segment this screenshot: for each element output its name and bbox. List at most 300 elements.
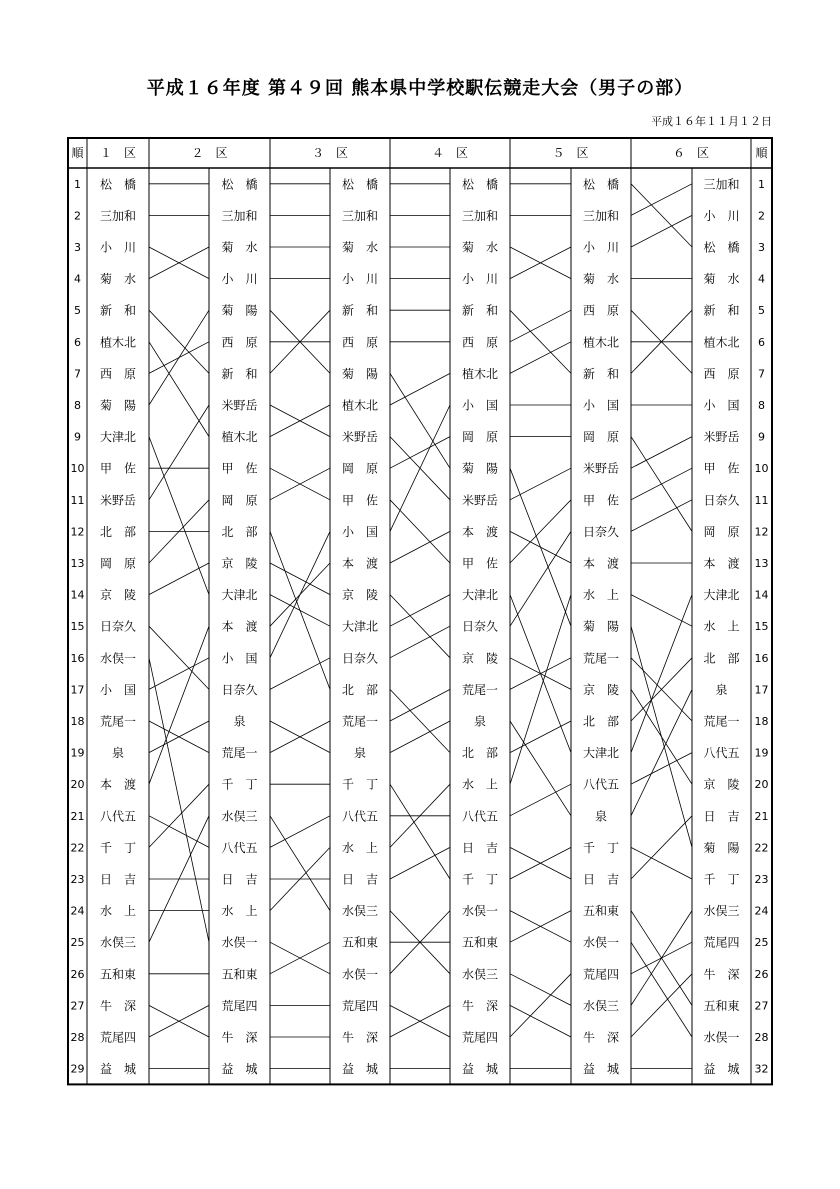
team-name: 甲 佐 xyxy=(582,493,620,508)
rank-change-line xyxy=(510,531,571,626)
rank-number: 21 xyxy=(70,809,85,823)
team-name: 水俣三 xyxy=(99,935,137,950)
team-name: 水俣一 xyxy=(221,935,258,950)
rank-change-line xyxy=(270,595,330,627)
rank-change-line xyxy=(631,816,692,879)
team-name: 小 川 xyxy=(99,240,137,255)
final-rank-number: 4 xyxy=(758,272,765,286)
final-rank-number: 21 xyxy=(754,809,769,823)
rank-change-line xyxy=(390,595,450,658)
team-name: 三加和 xyxy=(582,208,620,223)
rank-change-line xyxy=(149,563,209,595)
team-name: 菊 水 xyxy=(582,272,620,287)
team-name: 荒尾四 xyxy=(341,998,379,1013)
team-name: 水俣一 xyxy=(703,1030,740,1045)
team-name: 小 国 xyxy=(703,398,740,413)
team-name: 菊 水 xyxy=(703,272,740,287)
rank-change-line xyxy=(390,595,450,627)
team-name: 松 橋 xyxy=(582,177,620,192)
team-name: 荒尾四 xyxy=(99,1030,137,1045)
team-name: 本 渡 xyxy=(99,777,137,792)
rank-change-line xyxy=(510,468,571,500)
team-name: 甲 佐 xyxy=(99,461,137,476)
rank-change-line xyxy=(149,658,209,690)
rank-number: 23 xyxy=(70,873,85,886)
rank-change-line xyxy=(149,310,209,373)
final-rank-number: 19 xyxy=(754,746,769,760)
team-name: 牛 深 xyxy=(221,1030,258,1045)
team-name: 水俣三 xyxy=(221,809,258,824)
rank-change-line xyxy=(270,816,330,911)
team-name: 水俣三 xyxy=(461,967,499,982)
team-name: 京 陵 xyxy=(461,651,499,666)
team-name: 西 原 xyxy=(703,366,740,381)
rank-change-line xyxy=(631,184,692,216)
rank-change-line xyxy=(631,595,692,753)
team-name: 本 渡 xyxy=(461,524,499,539)
rank-change-line xyxy=(149,437,209,595)
team-name: 日 吉 xyxy=(99,872,137,887)
final-rank-number: 27 xyxy=(754,999,769,1013)
team-name: 牛 深 xyxy=(341,1030,379,1045)
rank-number: 11 xyxy=(70,493,85,507)
team-name: 米野岳 xyxy=(341,430,379,445)
team-name: 甲 佐 xyxy=(461,556,499,571)
rank-number: 5 xyxy=(74,304,81,318)
team-name: 三加和 xyxy=(703,177,740,192)
team-name: 小 国 xyxy=(461,398,499,413)
rank-change-line xyxy=(510,500,571,563)
team-name: 菊 水 xyxy=(461,240,499,255)
team-name: 益 城 xyxy=(341,1062,379,1077)
rank-change-line xyxy=(631,942,692,1037)
rank-change-line xyxy=(631,753,692,785)
team-name: 五和東 xyxy=(461,935,499,950)
rank-change-line xyxy=(631,468,692,500)
team-name: 米野岳 xyxy=(703,430,740,445)
rank-change-line xyxy=(631,689,692,784)
team-name: 水俣一 xyxy=(461,904,499,919)
rank-change-line xyxy=(390,500,450,563)
team-name: 荒尾一 xyxy=(221,746,258,761)
team-name: 新 和 xyxy=(221,366,258,381)
rank-change-line xyxy=(510,974,571,1037)
rank-number: 3 xyxy=(74,241,81,254)
team-name: 益 城 xyxy=(99,1062,137,1077)
team-name: 岡 原 xyxy=(221,493,258,508)
rank-change-line xyxy=(390,405,450,531)
rank-number: 28 xyxy=(70,1031,85,1044)
team-name: 泉 xyxy=(594,809,608,824)
final-rank-number: 18 xyxy=(754,715,769,728)
final-rank-number: 1 xyxy=(758,177,765,191)
team-name: 菊 水 xyxy=(221,240,258,255)
final-rank-number: 20 xyxy=(754,778,769,792)
rank-number: 14 xyxy=(70,588,85,602)
team-name: 西 原 xyxy=(461,335,499,350)
leg-header: ４ 区 xyxy=(431,146,469,160)
final-rank-number: 6 xyxy=(758,335,765,349)
team-name: 日奈久 xyxy=(221,682,258,697)
team-name: 荒尾一 xyxy=(341,714,379,729)
team-name: 北 部 xyxy=(703,651,740,666)
rank-change-line xyxy=(631,689,692,815)
team-name: 小 川 xyxy=(221,272,258,287)
team-name: 京 陵 xyxy=(221,556,258,571)
rank-number: 27 xyxy=(70,999,85,1013)
team-name: 八代五 xyxy=(221,840,258,855)
team-name: 大津北 xyxy=(341,619,379,634)
team-name: 荒尾一 xyxy=(582,651,620,666)
rank-number: 29 xyxy=(70,1062,85,1076)
team-name: 新 和 xyxy=(341,303,379,318)
team-name: 五和東 xyxy=(221,967,258,982)
team-name: 千 丁 xyxy=(703,872,740,887)
final-rank-number: 25 xyxy=(754,936,769,950)
team-name: 松 橋 xyxy=(461,177,499,192)
team-name: 益 城 xyxy=(582,1062,620,1077)
rank-change-line xyxy=(149,816,209,848)
final-rank-number: 8 xyxy=(758,399,765,412)
team-name: 八代五 xyxy=(461,809,499,824)
team-name: 京 陵 xyxy=(99,588,137,603)
team-name: 岡 原 xyxy=(99,556,137,571)
rank-change-line xyxy=(510,721,571,753)
rank-number: 22 xyxy=(70,841,85,855)
final-rank-number: 17 xyxy=(754,683,769,697)
final-rank-number: 32 xyxy=(754,1062,769,1076)
final-rank-number: 11 xyxy=(754,493,769,507)
leg-header: ２ 区 xyxy=(191,146,228,160)
team-name: 岡 原 xyxy=(341,461,379,476)
team-name: 北 部 xyxy=(582,714,620,729)
team-name: 千 丁 xyxy=(582,840,620,855)
rank-number: 9 xyxy=(74,430,81,444)
team-name: 日 吉 xyxy=(703,809,740,824)
rank-change-line xyxy=(631,595,692,627)
team-name: 益 城 xyxy=(221,1062,258,1077)
team-name: 植木北 xyxy=(703,335,740,350)
rank-number: 17 xyxy=(70,683,85,697)
rank-change-line xyxy=(149,626,209,689)
team-name: 小 川 xyxy=(703,208,740,223)
final-rank-number: 13 xyxy=(754,557,769,570)
rank-change-line xyxy=(390,373,450,468)
rank-change-line xyxy=(149,310,209,405)
team-name: 小 国 xyxy=(341,524,379,539)
leg-header: ３ 区 xyxy=(311,146,349,160)
team-name: 日奈久 xyxy=(582,524,620,539)
team-name: 荒尾一 xyxy=(703,714,740,729)
team-name: 大津北 xyxy=(99,430,137,445)
team-name: 大津北 xyxy=(461,588,499,603)
rank-change-line xyxy=(390,689,450,721)
final-rank-number: 2 xyxy=(758,209,765,223)
team-name: 菊 陽 xyxy=(582,619,620,634)
team-name: 西 原 xyxy=(221,335,258,350)
final-rank-number: 10 xyxy=(754,462,769,476)
team-name: 千 丁 xyxy=(99,840,137,855)
rank-number: 19 xyxy=(70,746,85,760)
rank-header-left: 順 xyxy=(71,146,84,160)
final-rank-number: 3 xyxy=(758,241,765,254)
team-name: 益 城 xyxy=(461,1062,499,1077)
leg-header: １ 区 xyxy=(99,146,137,160)
rank-change-line xyxy=(510,721,571,816)
final-rank-number: 9 xyxy=(758,430,765,444)
team-name: 植木北 xyxy=(221,430,258,445)
team-name: 日 吉 xyxy=(461,840,499,855)
team-name: 泉 xyxy=(715,682,728,697)
rank-change-line xyxy=(510,1005,571,1037)
team-name: 牛 深 xyxy=(703,967,740,982)
team-name: 新 和 xyxy=(703,303,740,318)
team-name: 松 橋 xyxy=(221,177,258,192)
rank-number: 25 xyxy=(70,936,85,950)
rank-change-line xyxy=(390,784,450,879)
rank-number: 26 xyxy=(70,967,85,981)
rank-change-line xyxy=(510,310,571,342)
rank-number: 12 xyxy=(70,525,85,539)
team-name: 新 和 xyxy=(99,303,137,318)
team-name: 北 部 xyxy=(221,524,258,539)
team-name: 大津北 xyxy=(582,746,620,761)
rank-change-line xyxy=(631,500,692,532)
team-name: 本 渡 xyxy=(703,556,740,571)
team-name: 五和東 xyxy=(341,935,379,950)
final-rank-number: 24 xyxy=(754,904,769,918)
team-name: 水 上 xyxy=(221,904,258,919)
team-name: 水俣三 xyxy=(341,904,379,919)
team-name: 松 橋 xyxy=(99,177,137,192)
team-name: 小 川 xyxy=(341,272,379,287)
team-name: 泉 xyxy=(353,746,367,761)
team-name: 菊 水 xyxy=(99,272,137,287)
rank-number: 24 xyxy=(70,904,85,918)
final-rank-number: 28 xyxy=(754,1031,769,1044)
team-name: 京 陵 xyxy=(703,777,740,792)
team-name: 岡 原 xyxy=(582,430,620,445)
rank-change-line xyxy=(149,626,209,784)
rank-change-line xyxy=(510,595,571,785)
rank-change-line xyxy=(510,342,571,374)
team-name: 植木北 xyxy=(582,335,620,350)
rank-change-line xyxy=(510,310,571,373)
rank-number: 18 xyxy=(70,715,85,728)
team-name: 三加和 xyxy=(221,208,258,223)
team-name: 水 上 xyxy=(341,840,379,855)
team-name: 泉 xyxy=(111,746,125,761)
team-name: 大津北 xyxy=(221,588,258,603)
team-name: 小 国 xyxy=(221,651,258,666)
team-name: 京 陵 xyxy=(341,588,379,603)
rank-change-line xyxy=(390,847,450,879)
rank-change-line xyxy=(149,405,209,500)
team-name: 植木北 xyxy=(461,366,499,381)
team-name: 松 橋 xyxy=(703,240,740,255)
team-name: 甲 佐 xyxy=(703,461,740,476)
rank-number: 13 xyxy=(70,557,85,570)
team-name: 日奈久 xyxy=(461,619,499,634)
team-name: 日 吉 xyxy=(582,872,620,887)
final-rank-number: 26 xyxy=(754,967,769,981)
team-name: 西 原 xyxy=(341,335,379,350)
rank-number: 15 xyxy=(70,620,85,634)
rank-number: 8 xyxy=(74,399,81,412)
team-name: 小 川 xyxy=(582,240,620,255)
team-name: 五和東 xyxy=(703,998,740,1013)
team-name: 水俣一 xyxy=(341,967,379,982)
final-rank-number: 5 xyxy=(758,304,765,318)
rank-change-line xyxy=(390,437,450,469)
team-name: 泉 xyxy=(473,714,487,729)
final-rank-number: 12 xyxy=(754,525,769,539)
team-name: 牛 深 xyxy=(99,998,137,1013)
team-name: 新 和 xyxy=(582,366,620,381)
team-name: 八代五 xyxy=(703,746,740,761)
rank-number: 4 xyxy=(74,272,81,286)
final-rank-number: 15 xyxy=(754,620,769,634)
team-name: 小 川 xyxy=(461,272,499,287)
team-name: 日奈久 xyxy=(99,619,137,634)
rank-change-line xyxy=(390,373,450,405)
team-name: 甲 佐 xyxy=(341,493,379,508)
rank-number: 20 xyxy=(70,778,85,792)
page-title: 平成１６年度 第４９回 熊本県中学校駅伝競走大会（男子の部） xyxy=(146,78,694,99)
team-name: 甲 佐 xyxy=(221,461,258,476)
final-rank-number: 7 xyxy=(758,367,765,381)
date-label: 平成１６年１１月１２日 xyxy=(651,115,772,128)
team-name: 京 陵 xyxy=(582,682,620,697)
team-name: 荒尾四 xyxy=(221,998,258,1013)
team-name: 水 上 xyxy=(582,588,620,603)
team-name: 小 国 xyxy=(99,682,137,697)
team-name: 益 城 xyxy=(703,1062,740,1077)
rank-change-line xyxy=(631,437,692,469)
rank-change-line xyxy=(631,847,692,879)
team-name: 荒尾一 xyxy=(461,682,499,697)
rank-number: 10 xyxy=(70,462,85,476)
rank-change-line xyxy=(270,816,330,848)
team-name: 三加和 xyxy=(99,208,137,223)
rank-change-line xyxy=(270,531,330,657)
team-name: 日 吉 xyxy=(221,872,258,887)
team-name: 日奈久 xyxy=(703,493,740,508)
team-name: 西 原 xyxy=(582,303,620,318)
team-name: 米野岳 xyxy=(461,493,499,508)
rank-change-line xyxy=(390,531,450,563)
rank-header-right: 順 xyxy=(755,146,768,160)
team-name: 水俣一 xyxy=(99,651,137,666)
team-name: 千 丁 xyxy=(461,872,499,887)
team-name: 植木北 xyxy=(341,398,379,413)
team-name: 米野岳 xyxy=(221,398,258,413)
team-name: 牛 深 xyxy=(461,998,499,1013)
team-name: 松 橋 xyxy=(341,177,379,192)
rank-number: 1 xyxy=(74,177,81,191)
rank-change-line xyxy=(390,689,450,752)
team-name: 荒尾一 xyxy=(99,714,137,729)
rank-number: 2 xyxy=(74,209,81,223)
team-name: 植木北 xyxy=(99,335,137,350)
team-name: 荒尾四 xyxy=(461,1030,499,1045)
team-name: 牛 深 xyxy=(582,1030,620,1045)
team-name: 千 丁 xyxy=(341,777,379,792)
leg-header: ６ 区 xyxy=(672,146,710,160)
team-name: 水俣一 xyxy=(582,935,620,950)
team-name: 西 原 xyxy=(99,366,137,381)
team-name: 小 国 xyxy=(582,398,620,413)
team-name: 八代五 xyxy=(582,777,620,792)
team-name: 菊 陽 xyxy=(461,461,499,476)
team-name: 北 部 xyxy=(341,682,379,697)
team-name: 岡 原 xyxy=(703,524,740,539)
team-name: 菊 陽 xyxy=(221,303,258,318)
rank-change-line xyxy=(510,784,571,816)
team-name: 日 吉 xyxy=(341,872,379,887)
team-name: 泉 xyxy=(233,714,246,729)
team-name: 本 渡 xyxy=(341,556,379,571)
rank-change-line xyxy=(149,342,209,437)
rank-change-line xyxy=(631,184,692,247)
team-name: 水俣三 xyxy=(703,904,740,919)
team-name: 菊 陽 xyxy=(99,398,137,413)
final-rank-number: 14 xyxy=(754,588,769,602)
leg-header: ５ 区 xyxy=(552,146,589,160)
team-name: 三加和 xyxy=(341,208,379,223)
rank-change-line xyxy=(270,658,330,690)
team-name: 五和東 xyxy=(582,904,620,919)
rank-number: 7 xyxy=(74,367,81,381)
team-name: 菊 水 xyxy=(341,240,379,255)
team-name: 荒尾四 xyxy=(703,935,740,950)
team-name: 北 部 xyxy=(99,524,137,539)
rank-change-line xyxy=(631,974,692,1037)
rank-change-line xyxy=(270,563,330,595)
team-name: 三加和 xyxy=(461,208,499,223)
team-name: 米野岳 xyxy=(582,461,620,476)
team-name: 五和東 xyxy=(99,967,137,982)
final-rank-number: 16 xyxy=(754,651,769,665)
team-name: 日奈久 xyxy=(341,651,379,666)
team-name: 千 丁 xyxy=(221,777,258,792)
team-name: 八代五 xyxy=(99,809,137,824)
rank-change-line xyxy=(510,974,571,1006)
team-name: 菊 陽 xyxy=(703,840,740,855)
rank-number: 16 xyxy=(70,651,85,665)
rank-change-line xyxy=(390,721,450,753)
final-rank-number: 22 xyxy=(754,841,769,855)
rank-change-line xyxy=(510,531,571,563)
team-name: 水 上 xyxy=(461,777,499,792)
team-name: 北 部 xyxy=(461,746,499,761)
rank-change-line xyxy=(631,215,692,247)
rank-change-line xyxy=(390,626,450,658)
team-name: 水 上 xyxy=(99,904,137,919)
team-name: 水俣三 xyxy=(582,998,620,1013)
team-name: 本 渡 xyxy=(221,619,258,634)
team-name: 米野岳 xyxy=(99,493,137,508)
team-name: 新 和 xyxy=(461,303,499,318)
rank-change-line xyxy=(149,658,209,942)
rank-number: 6 xyxy=(74,335,81,349)
team-name: 水 上 xyxy=(703,619,740,634)
rank-change-line xyxy=(149,784,209,847)
final-rank-number: 23 xyxy=(754,873,769,886)
team-name: 荒尾四 xyxy=(582,967,620,982)
team-name: 岡 原 xyxy=(461,430,499,445)
team-name: 本 渡 xyxy=(582,556,620,571)
